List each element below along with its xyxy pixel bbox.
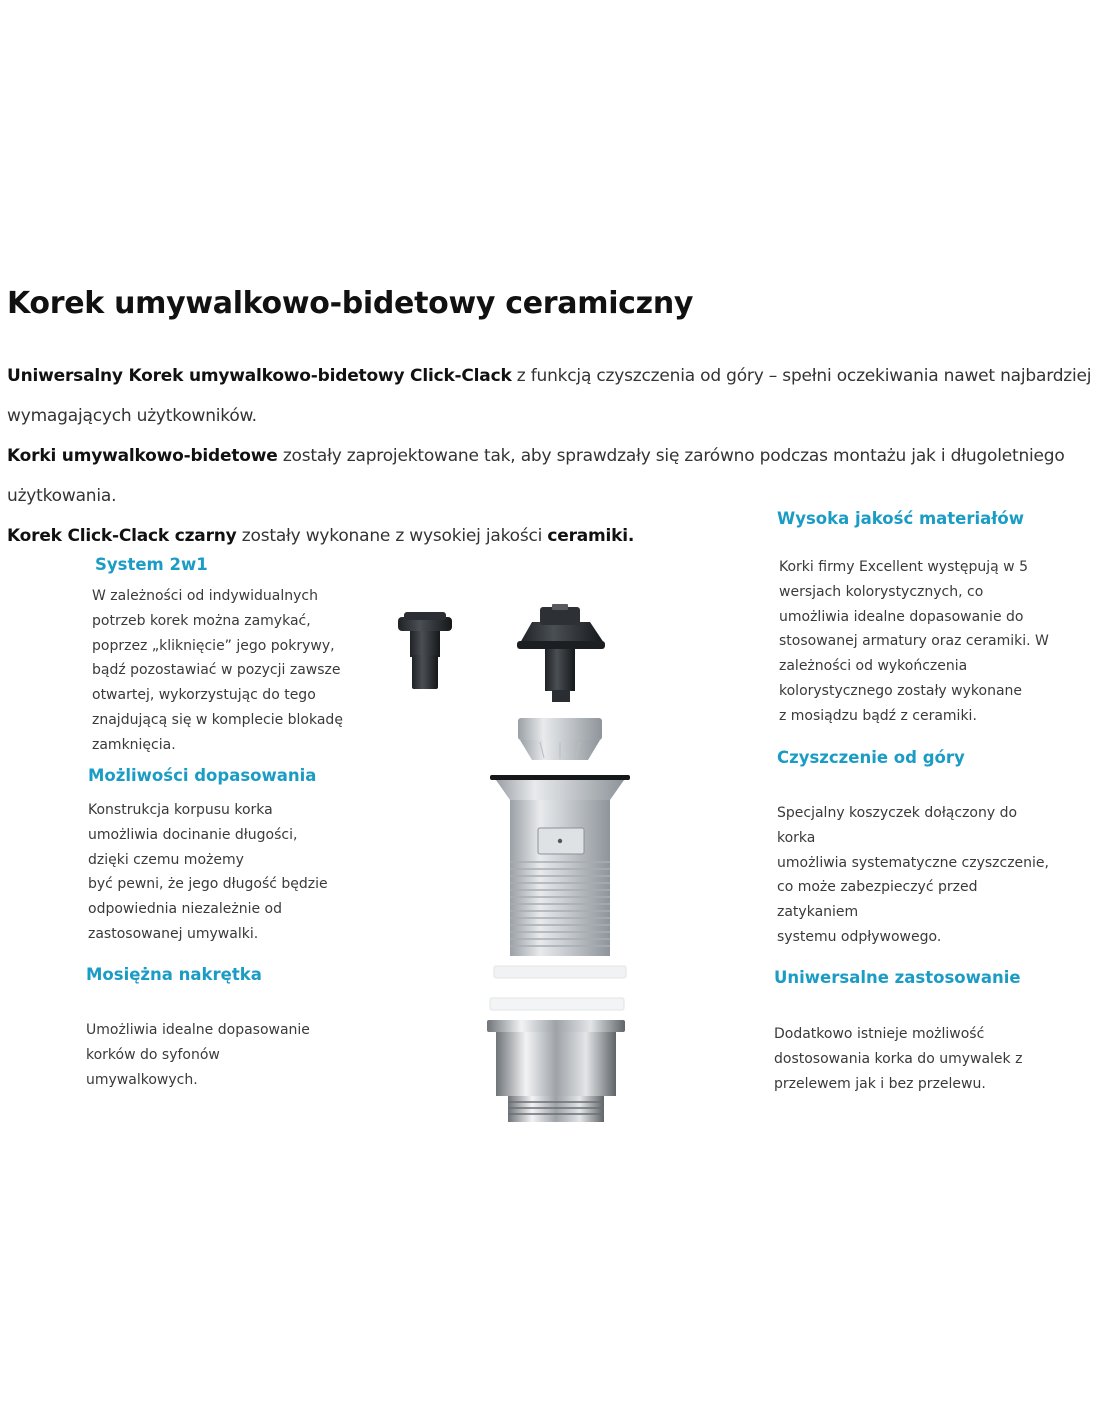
feature-text-czyszczenie: Specjalny koszyczek dołączony do korka umożliwia systematyczne czyszczenie, co może zabezpieczyć przed zatykaniem systemu odpływowego. [777, 805, 1049, 945]
feature-heading-nakretka: Mosiężna nakrętka [86, 965, 262, 984]
feature-text-nakretka: Umożliwia idealne dopasowanie korków do syfonów umywalkowych. [86, 1022, 310, 1088]
feature-text-jakosc: Korki firmy Excellent występują w 5 wersjach kolorystycznych, co umożliwia idealne dopasowanie do stosowanej armatury oraz ceramiki. W zależności od wykończenia kolorystycznego zostały wykonane z mosiądzu bądź z ceramiki. [779, 559, 1049, 724]
cleaning-basket-icon [518, 718, 602, 760]
feature-heading-czyszczenie: Czyszczenie od góry [777, 748, 965, 767]
page-title: Korek umywalkowo-bidetowy ceramiczny [7, 286, 694, 321]
intro-rest-3: zostały wykonane z wysokiej jakości [236, 526, 548, 546]
washer-top-icon [494, 966, 626, 978]
intro-bold-3b: ceramiki. [547, 526, 635, 546]
threaded-body-icon [496, 780, 624, 956]
feature-heading-jakosc: Wysoka jakość materiałów [777, 509, 1025, 528]
feature-text-system: W zależności od indywidualnych potrzeb korek można zamykać, poprzez „kliknięcie” jego pokrywy, bądź pozostawiać w pozycji zawsze otwartej, wykorzystując do tego znajdującą się w komplecie blokadę zamknięcia. [92, 588, 343, 753]
feature-heading-mozliwosci: Możliwości dopasowania [88, 766, 317, 785]
intro-rest-1: z funkcją czyszczenia od góry – spełni oczekiwania nawet najbardziej wymagających użytkowników. [7, 366, 1092, 426]
intro-bold-2: Korki umywalkowo-bidetowe [7, 446, 278, 466]
intro-bold-3: Korek Click-Clack czarny [7, 526, 237, 546]
intro-paragraph-2 [7, 436, 1097, 516]
intro-rest-2: zostały zaprojektowane tak, aby sprawdzały się zarówno podczas montażu jak i długoletniego użytkowania. [7, 446, 1065, 506]
click-clack-top-icon [517, 604, 605, 702]
drain-plug-exploded-illustration [380, 600, 650, 1130]
feature-heading-uniwersalne: Uniwersalne zastosowanie [774, 968, 1021, 987]
feature-heading-system: System 2w1 [95, 555, 208, 574]
brass-nut-icon [487, 1020, 625, 1122]
lock-cap-icon [398, 612, 452, 689]
feature-text-uniwersalne: Dodatkowo istnieje możliwość dostosowania korka do umywalek z przelewem jak i bez przelewu. [774, 1026, 1023, 1092]
flange-icon [490, 775, 630, 780]
feature-text-mozliwosci: Konstrukcja korpusu korka umożliwia docinanie długości, dzięki czemu możemy być pewni, że jego długość będzie odpowiednia niezależnie od zastosowanej umywalki. [88, 802, 328, 942]
intro-paragraph-1 [7, 356, 1097, 436]
washer-bottom-icon [490, 998, 624, 1010]
intro-bold-1: Uniwersalny Korek umywalkowo-bidetowy Click-Clack [7, 366, 512, 386]
